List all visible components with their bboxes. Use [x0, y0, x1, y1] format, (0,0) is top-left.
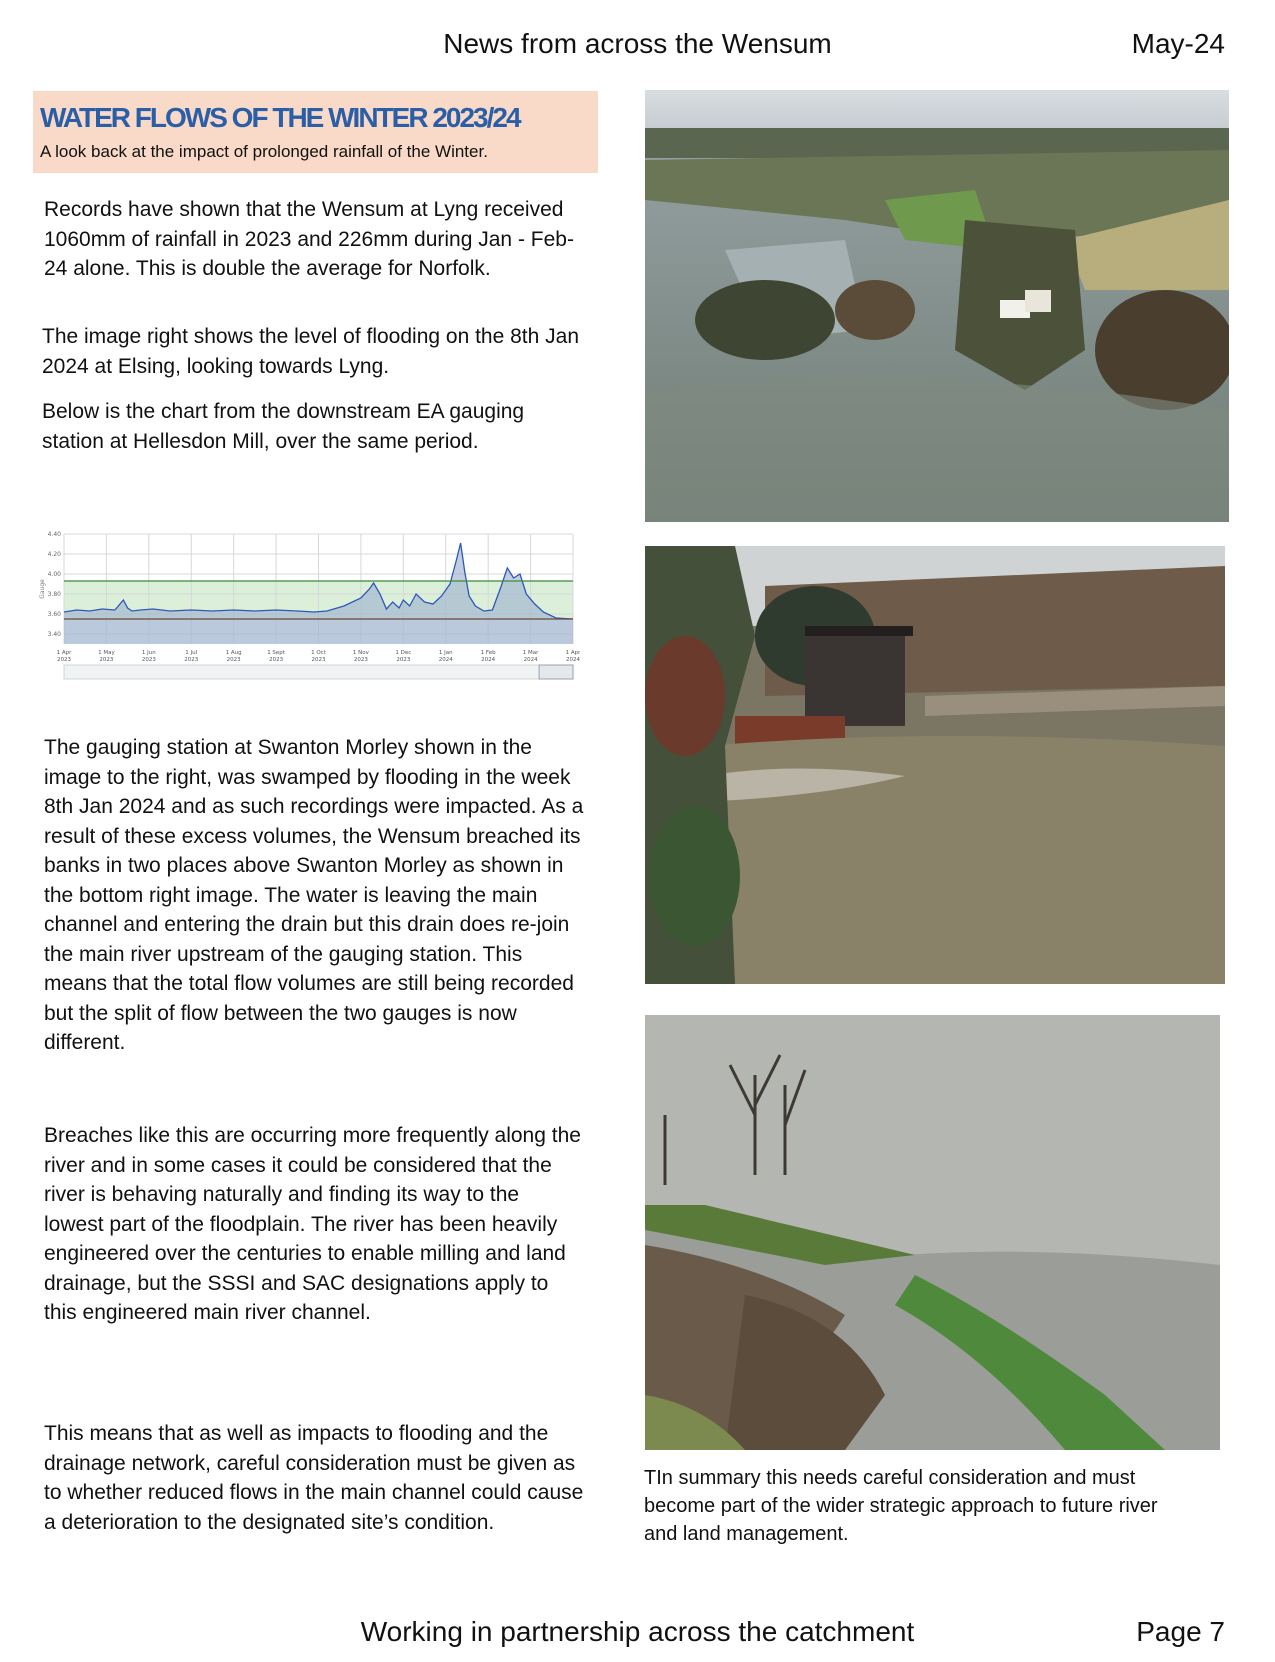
chart-x-tick-year: 2023	[226, 657, 241, 663]
chart-x-tick-year: 2024	[481, 657, 496, 663]
chart-y-tick-label: 3.40	[47, 631, 61, 638]
chart-x-tick-label: 1 Apr	[56, 650, 72, 656]
page-number: Page 7	[1136, 1616, 1225, 1647]
chart-y-axis-label: Gauge	[39, 579, 46, 599]
chart-x-tick-year: 2023	[184, 657, 199, 663]
photo-station-art	[645, 546, 1225, 984]
paragraph-breaches: Breaches like this are occurring more frequently along the river and in some cases it could be considered that the river is behaving naturally and finding its way to the lowest part of the floodplain. The river has been heavily engineered over the centuries to enable milling and land drainage, but the SSSI and SAC designations apply to this engineered main river channel.	[44, 1124, 581, 1324]
chart-x-tick-year: 2024	[566, 657, 580, 663]
article-title: WATER FLOWS OF THE WINTER 2023/24	[40, 102, 520, 133]
chart-navigator-window	[539, 665, 573, 679]
chart-x-tick-year: 2023	[311, 657, 326, 663]
issue-date: May-24	[1131, 28, 1225, 59]
chart-x-tick-label: 1 Aug	[225, 650, 242, 656]
chart-x-tick-label: 1 Jun	[141, 650, 156, 656]
photo-elsing-flooding	[645, 90, 1229, 522]
photo-elsing-art	[645, 90, 1229, 522]
photo-caption: TIn summary this needs careful consideration and must become part of the wider strategic approach to future river and land management.	[644, 1467, 1158, 1545]
chart-x-tick-year: 2023	[269, 657, 284, 663]
footer-tagline: Working in partnership across the catchment	[360, 1616, 915, 1647]
chart-x-tick-label: 1 Oct	[311, 650, 326, 656]
chart-x-tick-year: 2023	[57, 657, 71, 663]
chart-x-tick-label: 1 Sept	[267, 650, 285, 656]
chart-x-tick-year: 2023	[396, 657, 411, 663]
photo-breach-art	[645, 1015, 1220, 1450]
chart-y-tick-label: 4.40	[47, 531, 61, 538]
chart-x-tick-label: 1 Dec	[395, 650, 412, 656]
chart-x-tick-label: 1 Nov	[352, 650, 369, 656]
chart-navigator	[64, 665, 573, 679]
paragraph-image-right: The image right shows the level of flooding on the 8th Jan 2024 at Elsing, looking towards Lyng.	[42, 325, 579, 378]
chart-x-tick-label: 1 Mar	[522, 650, 539, 656]
chart-x-tick-label: 1 Jan	[438, 650, 453, 656]
chart-y-tick-label: 3.60	[47, 611, 61, 618]
paragraph-conclusion: This means that as well as impacts to flooding and the drainage network, careful consideration must be given as to whether reduced flows in the main channel could cause a deterioration to the designated site’s condition.	[44, 1422, 584, 1534]
article-subtitle: A look back at the impact of prolonged rainfall of the Winter.	[40, 142, 488, 161]
chart-x-tick-year: 2023	[99, 657, 114, 663]
chart-x-tick-year: 2023	[353, 657, 368, 663]
chart-y-tick-label: 4.00	[47, 571, 61, 578]
chart-x-tick-year: 2024	[523, 657, 538, 663]
chart-y-tick-label: 4.20	[47, 551, 61, 558]
chart-y-tick-label: 3.80	[47, 591, 61, 598]
photo-river-breach	[645, 1015, 1220, 1450]
paragraph-chart-intro: Below is the chart from the downstream EA gauging station at Hellesdon Mill, over the same period.	[42, 400, 525, 453]
paragraph-swanton-morley: The gauging station at Swanton Morley shown in the image to the right, was swamped by flooding in the week 8th Jan 2024 and as such recordings were impacted. As a result of these excess volumes, the Wensum breached its banks in two places above Swanton Morley as shown in the bottom right image. The water is leaving the main channel and entering the drain but this drain does re-join the main river upstream of the gauging station. This means that the total flow volumes are still being recorded but the split of flow between the two gauges is now different.	[44, 736, 584, 1054]
chart-x-tick-year: 2024	[438, 657, 453, 663]
chart-x-tick-label: 1 Apr	[565, 650, 580, 656]
hellesdon-gauge-chart	[38, 528, 580, 713]
chart-x-tick-label: 1 Jul	[185, 650, 198, 656]
chart-x-tick-label: 1 May	[98, 650, 115, 656]
paragraph-rainfall: Records have shown that the Wensum at Lyng received 1060mm of rainfall in 2023 and 226mm during Jan - Feb-24 alone. This is double the average for Norfolk.	[44, 198, 574, 280]
chart-x-tick-year: 2023	[141, 657, 156, 663]
newsletter-title: News from across the Wensum	[443, 28, 832, 59]
chart-x-tick-label: 1 Feb	[480, 650, 496, 656]
chart-svg	[38, 528, 580, 713]
photo-swanton-morley-station	[645, 546, 1225, 984]
